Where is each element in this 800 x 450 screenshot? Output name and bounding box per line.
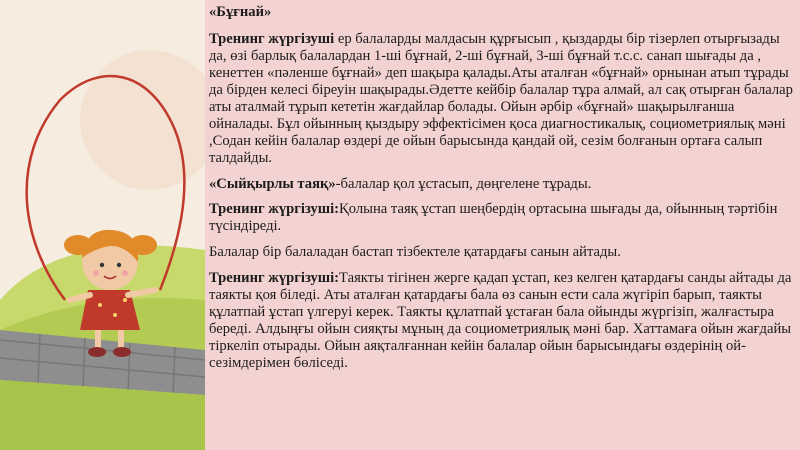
left-pigtail — [64, 235, 92, 255]
paragraph-text: -балалар қол ұстасып, дөңгелене тұрады. — [335, 176, 592, 192]
right-pigtail — [129, 235, 157, 255]
paragraph-stick-rules — [209, 270, 794, 372]
trainer-label: Тренинг жүргізуші — [209, 31, 335, 47]
paragraph-text: Таякты тігінен жерге қадап ұстап, кез келген қатардағы санды айтады да таякты қоя біледі. Аты аталған қатардағы бала өз санын ести сала жүгіріп барып, таякты құлатпай ұстап үлгеруі керек. Таякты құлатпай ұстаған бала ойынды жүргізіп, жалғастыра береді. Алдыңғы ойын сияқты мұның да социометриялық мәні бар. Хаттамаға ойын жағдайы тіркеліп отырады. Ойын аяқталғаннан кейін балалар ойын барысындағы өздерінің ой-сезімдерімен бөліседі. — [209, 270, 792, 371]
paragraph-text: ер балаларды малдасын құрғысып , қыздарды бір тізерлеп отырғызады да, өзі барлық балалардан 1-ші бұғнай, 2-ші бұғнай, 3-ші бұғнай т.с.с. санап шығады да , кенеттен «пәленше бұғнай» деп шақыра қалады.Аты аталған «бұғнай» орнынан атып тұрады да бірден келесі біреуін шақырады.Әдетте кейбір балалар тұра алмай, ал сақ отырған балалар аты аталмай тұрып кететін жағдайлар болады. Ойын әрбір «бұғнай» шақырылғанша ойналады. Бұл ойынның қыздыру эффектісімен қоса диагностикалық, социометриялық мәні ,Содан кейін балалар өздері де ойын барысында қандай ой, сезім болғанын ортаға салып талдайды. — [209, 31, 793, 166]
left-shoe — [88, 347, 106, 357]
game-title-bugnai: «Бұғнай» — [209, 4, 272, 20]
bg-circle — [80, 50, 205, 190]
trainer-label: Тренинг жүргізуші: — [209, 201, 340, 217]
paragraph-bugnai-rules — [209, 31, 794, 167]
text-panel — [205, 0, 800, 450]
paragraph-text: Балалар бір балаладан бастап тізбектеле қатардағы санын айтады. — [209, 244, 621, 260]
paragraph-text: Қолына таяқ ұстап шеңбердің ортасына шығады да, ойынның тәртібін түсіндіреді. — [209, 201, 778, 234]
trainer-label: Тренинг жүргізуші: — [209, 270, 340, 286]
illustration-panel — [0, 0, 205, 450]
paragraph-counting — [209, 244, 794, 261]
right-shoe — [113, 347, 131, 357]
paragraph-magic-stick — [209, 176, 794, 193]
game-title-magic-stick: «Сыйқырлы таяқ» — [209, 176, 336, 192]
paragraph-trainer-intro — [209, 201, 794, 235]
girl-jump-rope-illustration — [0, 0, 205, 450]
